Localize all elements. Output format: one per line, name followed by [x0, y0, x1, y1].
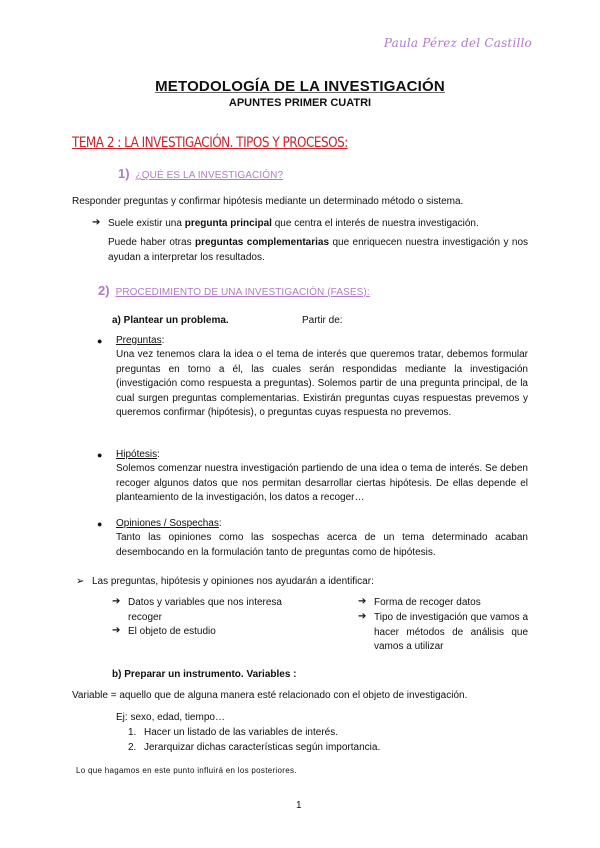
- point-bold: pregunta principal: [184, 218, 272, 229]
- section-2-heading: [98, 283, 370, 298]
- bullet-icon: ●: [97, 336, 103, 346]
- document-subtitle: APUNTES PRIMER CUATRI: [228, 97, 372, 109]
- triangle-arrow-icon: ➢: [76, 576, 85, 587]
- variable-definition: Variable = aquello que de alguna manera esté relacionado con el objeto de investigación.: [72, 690, 468, 701]
- arrow-icon: ➔: [112, 625, 121, 636]
- point-text: Suele existir una: [108, 218, 185, 229]
- bullet-text: Tanto las opiniones como las sospechas acerca de un tema determinado acaban desembocando en la formulación tanto de preguntas como de hipótesis.: [116, 532, 528, 558]
- bullet-icon: ●: [97, 519, 103, 529]
- arrow-icon: ➔: [112, 596, 121, 607]
- section-1-label: ¿QUÉ ES LA INVESTIGACIÓN?: [135, 170, 284, 181]
- identify-left-item: Datos y variables que nos interesa recoger: [128, 597, 282, 623]
- bullet-icon: ●: [97, 450, 103, 460]
- bullet-text: Solemos comenzar nuestra investigación partiendo de una idea o tema de interés. Se deben recoger algunos datos que nos permitan desarrollar ciertas hipótesis. De ellas depende el planteamiento de la investigación, los datos a recoger…: [116, 463, 528, 503]
- bullet-title: Hipótesis:: [116, 449, 160, 460]
- step-a-heading: a) Plantear un problema.: [112, 315, 229, 326]
- step-a-note: Partir de:: [302, 315, 343, 326]
- bullet-title: Opiniones / Sospechas:: [116, 518, 222, 529]
- numbered-item: Hacer un listado de las variables de interés.: [144, 727, 338, 738]
- point-text-end: que centra el interés de nuestra investigación.: [271, 218, 479, 229]
- bullet-text: Una vez tenemos clara la idea o el tema de interés que queremos tratar, debemos formular preguntas en torno a él, las cuales serán respondidas mediante la investigación (investigación como respuesta a preguntas). Solemos partir de una pregunta principal, de la cual surgen preguntas complementarias. Existirán preguntas cuyas respuestas prevemos y queremos confirmar (hipótesis), o preguntas cuyas respuesta no prevemos.: [116, 349, 528, 418]
- extra-bold: preguntas complementarias: [195, 237, 330, 248]
- section-1-heading: [118, 166, 283, 181]
- extra-text: Puede haber otras: [108, 237, 195, 248]
- arrow-icon: ➔: [358, 611, 367, 622]
- identify-right-item: Tipo de investigación que vamos a hacer métodos de análisis que vamos a utilizar: [374, 612, 528, 652]
- author-signature: Paula Pérez del Castillo: [383, 36, 532, 50]
- numbered-item: Jerarquizar dichas características según importancia.: [144, 742, 381, 753]
- section-1-point: [108, 217, 479, 232]
- bullet-title: Preguntas:: [116, 335, 165, 346]
- bullet-title-text: Opiniones / Sospechas: [116, 518, 219, 529]
- section-1-extra: [108, 236, 528, 265]
- section-2-label: PROCEDIMIENTO DE UNA INVESTIGACIÓN (FASES):: [115, 287, 370, 298]
- footnote: Lo que hagamos en este punto influirá en los posteriores.: [76, 766, 297, 775]
- identify-left-item: El objeto de estudio: [128, 626, 216, 637]
- section-1-number: 1): [118, 166, 130, 181]
- document-title: METODOLOGÍA DE LA INVESTIGACIÓN: [155, 78, 445, 95]
- extra-text-end: que enriquecen nuestra investigación y nos ayudan a interpretar los resultados.: [108, 237, 529, 263]
- numbered-marker: 2.: [128, 742, 137, 753]
- arrow-icon: ➔: [92, 217, 101, 228]
- section-1-intro: Responder preguntas y confirmar hipótesis mediante un determinado método o sistema.: [72, 196, 464, 207]
- example-text: Ej: sexo, edad, tiempo…: [116, 712, 225, 723]
- identify-right-item: Forma de recoger datos: [374, 597, 481, 608]
- numbered-marker: 1.: [128, 727, 137, 738]
- step-b-heading: b) Preparar un instrumento. Variables :: [112, 669, 297, 680]
- section-2-number: 2): [98, 283, 110, 298]
- page-number: 1: [296, 800, 302, 811]
- arrow-icon: ➔: [358, 596, 367, 607]
- bullet-title-text: Preguntas: [116, 335, 162, 346]
- bullet-title-text: Hipótesis: [116, 449, 158, 460]
- tema-heading: TEMA 2 : LA INVESTIGACIÓN. TIPOS Y PROCESOS:: [72, 135, 348, 151]
- identify-text: Las preguntas, hipótesis y opiniones nos ayudarán a identificar:: [92, 576, 374, 587]
